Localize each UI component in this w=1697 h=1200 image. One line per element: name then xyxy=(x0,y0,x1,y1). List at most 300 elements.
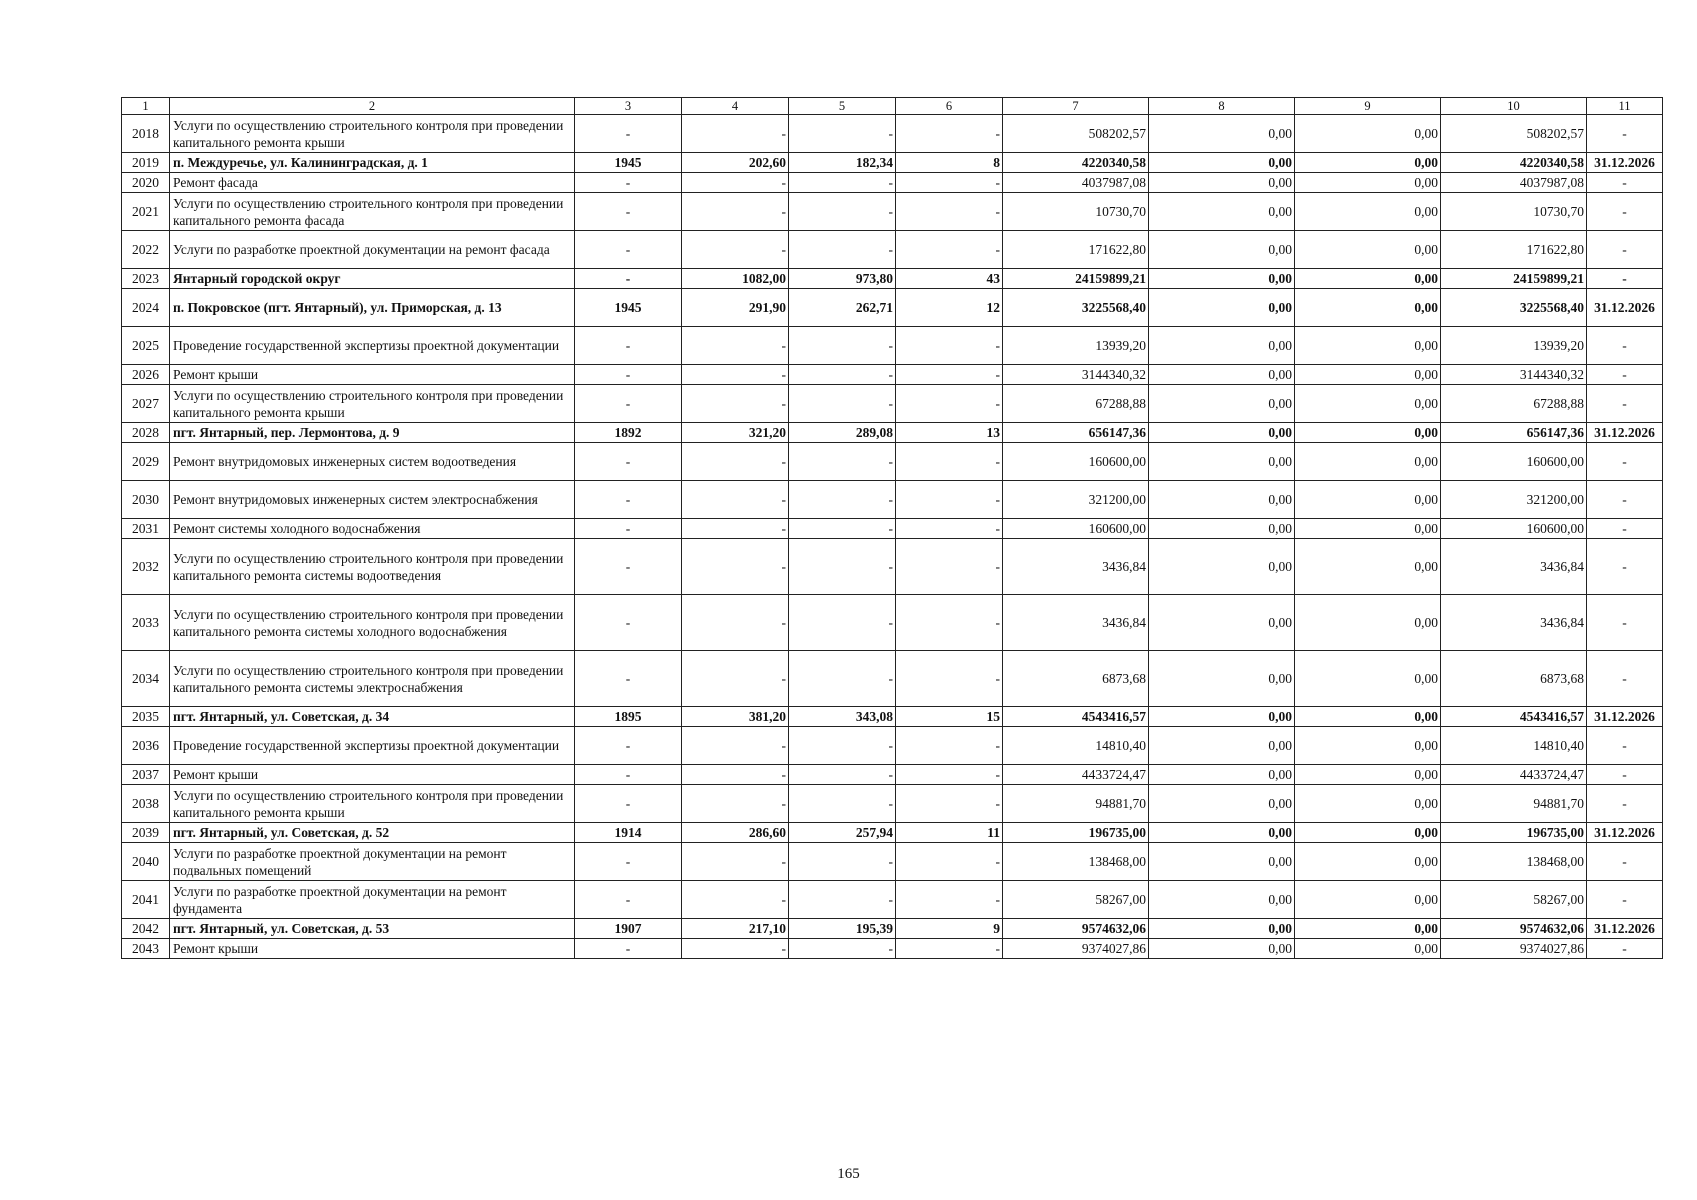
residents-count: 9 xyxy=(896,919,1003,939)
row-name: п. Междуречье, ул. Калининградская, д. 1 xyxy=(170,153,575,173)
total-area: - xyxy=(682,939,789,959)
row-number: 2037 xyxy=(122,765,170,785)
owners-cost: 196735,00 xyxy=(1441,823,1587,843)
header-cell: 7 xyxy=(1003,98,1149,115)
year-built: - xyxy=(575,193,682,231)
owners-cost: 9374027,86 xyxy=(1441,939,1587,959)
year-built: - xyxy=(575,173,682,193)
fund-cost: 0,00 xyxy=(1149,365,1295,385)
table-row xyxy=(122,193,1663,231)
residents-count: - xyxy=(896,595,1003,651)
residents-count: 43 xyxy=(896,269,1003,289)
completion-date: - xyxy=(1587,115,1663,153)
other-cost: 0,00 xyxy=(1295,785,1441,823)
completion-date: - xyxy=(1587,385,1663,423)
other-cost: 0,00 xyxy=(1295,115,1441,153)
total-area: - xyxy=(682,327,789,365)
year-built: - xyxy=(575,385,682,423)
residents-count: - xyxy=(896,481,1003,519)
row-number: 2029 xyxy=(122,443,170,481)
completion-date: - xyxy=(1587,269,1663,289)
total-area: 381,20 xyxy=(682,707,789,727)
total-area: - xyxy=(682,385,789,423)
year-built: - xyxy=(575,727,682,765)
other-cost: 0,00 xyxy=(1295,289,1441,327)
total-cost: 9574632,06 xyxy=(1003,919,1149,939)
year-built: - xyxy=(575,269,682,289)
row-name: п. Покровское (пгт. Янтарный), ул. Приморская, д. 13 xyxy=(170,289,575,327)
completion-date: - xyxy=(1587,785,1663,823)
owners-cost: 160600,00 xyxy=(1441,519,1587,539)
row-number: 2040 xyxy=(122,843,170,881)
row-name: Ремонт внутридомовых инженерных систем электроснабжения xyxy=(170,481,575,519)
table-row xyxy=(122,539,1663,595)
fund-cost: 0,00 xyxy=(1149,519,1295,539)
fund-cost: 0,00 xyxy=(1149,443,1295,481)
total-area: - xyxy=(682,785,789,823)
row-name: Ремонт крыши xyxy=(170,939,575,959)
year-built: - xyxy=(575,881,682,919)
living-area: - xyxy=(789,385,896,423)
row-number: 2030 xyxy=(122,481,170,519)
row-number: 2034 xyxy=(122,651,170,707)
total-cost: 13939,20 xyxy=(1003,327,1149,365)
year-built: - xyxy=(575,481,682,519)
other-cost: 0,00 xyxy=(1295,539,1441,595)
residents-count: - xyxy=(896,651,1003,707)
owners-cost: 9574632,06 xyxy=(1441,919,1587,939)
residents-count: 11 xyxy=(896,823,1003,843)
fund-cost: 0,00 xyxy=(1149,173,1295,193)
living-area: - xyxy=(789,785,896,823)
year-built: 1895 xyxy=(575,707,682,727)
table-row xyxy=(122,289,1663,327)
table-row xyxy=(122,823,1663,843)
completion-date: 31.12.2026 xyxy=(1587,823,1663,843)
other-cost: 0,00 xyxy=(1295,765,1441,785)
row-name: Услуги по осуществлению строительного контроля при проведении капитального ремонта системы холодного водоснабжения xyxy=(170,595,575,651)
total-cost: 160600,00 xyxy=(1003,519,1149,539)
row-name: Ремонт фасада xyxy=(170,173,575,193)
row-number: 2022 xyxy=(122,231,170,269)
header-cell: 1 xyxy=(122,98,170,115)
other-cost: 0,00 xyxy=(1295,919,1441,939)
fund-cost: 0,00 xyxy=(1149,765,1295,785)
residents-count: - xyxy=(896,115,1003,153)
total-cost: 4433724,47 xyxy=(1003,765,1149,785)
header-cell: 2 xyxy=(170,98,575,115)
row-number: 2025 xyxy=(122,327,170,365)
fund-cost: 0,00 xyxy=(1149,595,1295,651)
residents-count: - xyxy=(896,539,1003,595)
year-built: - xyxy=(575,539,682,595)
total-area: - xyxy=(682,765,789,785)
total-area: - xyxy=(682,365,789,385)
table-row xyxy=(122,727,1663,765)
total-area: - xyxy=(682,115,789,153)
row-name: Проведение государственной экспертизы проектной документации xyxy=(170,327,575,365)
table-row xyxy=(122,153,1663,173)
total-area: - xyxy=(682,727,789,765)
total-cost: 3436,84 xyxy=(1003,539,1149,595)
table-row xyxy=(122,481,1663,519)
total-cost: 4220340,58 xyxy=(1003,153,1149,173)
row-number: 2027 xyxy=(122,385,170,423)
residents-count: - xyxy=(896,443,1003,481)
completion-date: 31.12.2026 xyxy=(1587,423,1663,443)
row-number: 2041 xyxy=(122,881,170,919)
owners-cost: 24159899,21 xyxy=(1441,269,1587,289)
year-built: - xyxy=(575,595,682,651)
total-area: - xyxy=(682,519,789,539)
residents-count: - xyxy=(896,365,1003,385)
fund-cost: 0,00 xyxy=(1149,843,1295,881)
living-area: - xyxy=(789,651,896,707)
table-row xyxy=(122,843,1663,881)
table-row xyxy=(122,327,1663,365)
completion-date: - xyxy=(1587,327,1663,365)
total-area: - xyxy=(682,651,789,707)
living-area: - xyxy=(789,843,896,881)
header-cell: 8 xyxy=(1149,98,1295,115)
fund-cost: 0,00 xyxy=(1149,269,1295,289)
residents-count: - xyxy=(896,727,1003,765)
table-row xyxy=(122,595,1663,651)
total-cost: 94881,70 xyxy=(1003,785,1149,823)
fund-cost: 0,00 xyxy=(1149,327,1295,365)
completion-date: - xyxy=(1587,595,1663,651)
fund-cost: 0,00 xyxy=(1149,481,1295,519)
total-area: - xyxy=(682,443,789,481)
row-number: 2038 xyxy=(122,785,170,823)
residents-count: 13 xyxy=(896,423,1003,443)
fund-cost: 0,00 xyxy=(1149,939,1295,959)
total-area: 321,20 xyxy=(682,423,789,443)
residents-count: - xyxy=(896,765,1003,785)
table-row xyxy=(122,939,1663,959)
table-row xyxy=(122,385,1663,423)
residents-count: 12 xyxy=(896,289,1003,327)
total-area: - xyxy=(682,481,789,519)
owners-cost: 6873,68 xyxy=(1441,651,1587,707)
total-cost: 4037987,08 xyxy=(1003,173,1149,193)
row-number: 2021 xyxy=(122,193,170,231)
total-cost: 6873,68 xyxy=(1003,651,1149,707)
year-built: - xyxy=(575,765,682,785)
fund-cost: 0,00 xyxy=(1149,823,1295,843)
fund-cost: 0,00 xyxy=(1149,193,1295,231)
fund-cost: 0,00 xyxy=(1149,919,1295,939)
total-cost: 196735,00 xyxy=(1003,823,1149,843)
living-area: - xyxy=(789,365,896,385)
table-row xyxy=(122,231,1663,269)
owners-cost: 3436,84 xyxy=(1441,539,1587,595)
row-name: Проведение государственной экспертизы проектной документации xyxy=(170,727,575,765)
year-built: - xyxy=(575,365,682,385)
owners-cost: 4037987,08 xyxy=(1441,173,1587,193)
owners-cost: 3225568,40 xyxy=(1441,289,1587,327)
row-number: 2023 xyxy=(122,269,170,289)
row-name: Услуги по осуществлению строительного контроля при проведении капитального ремонта крыши xyxy=(170,785,575,823)
living-area: - xyxy=(789,519,896,539)
total-cost: 3144340,32 xyxy=(1003,365,1149,385)
owners-cost: 160600,00 xyxy=(1441,443,1587,481)
row-number: 2026 xyxy=(122,365,170,385)
year-built: - xyxy=(575,651,682,707)
other-cost: 0,00 xyxy=(1295,481,1441,519)
total-cost: 14810,40 xyxy=(1003,727,1149,765)
owners-cost: 4543416,57 xyxy=(1441,707,1587,727)
row-name: Ремонт внутридомовых инженерных систем водоотведения xyxy=(170,443,575,481)
row-number: 2024 xyxy=(122,289,170,327)
row-number: 2033 xyxy=(122,595,170,651)
total-area: 291,90 xyxy=(682,289,789,327)
other-cost: 0,00 xyxy=(1295,423,1441,443)
living-area: - xyxy=(789,115,896,153)
completion-date: - xyxy=(1587,843,1663,881)
total-cost: 138468,00 xyxy=(1003,843,1149,881)
completion-date: - xyxy=(1587,727,1663,765)
row-number: 2019 xyxy=(122,153,170,173)
other-cost: 0,00 xyxy=(1295,823,1441,843)
row-number: 2036 xyxy=(122,727,170,765)
year-built: - xyxy=(575,443,682,481)
table-row xyxy=(122,919,1663,939)
table-row xyxy=(122,881,1663,919)
table-row xyxy=(122,785,1663,823)
table-row xyxy=(122,423,1663,443)
total-cost: 58267,00 xyxy=(1003,881,1149,919)
other-cost: 0,00 xyxy=(1295,595,1441,651)
other-cost: 0,00 xyxy=(1295,843,1441,881)
row-name: Услуги по разработке проектной документации на ремонт фасада xyxy=(170,231,575,269)
total-cost: 171622,80 xyxy=(1003,231,1149,269)
completion-date: - xyxy=(1587,765,1663,785)
living-area: - xyxy=(789,539,896,595)
year-built: - xyxy=(575,843,682,881)
living-area: - xyxy=(789,173,896,193)
table-row xyxy=(122,519,1663,539)
total-area: - xyxy=(682,881,789,919)
residents-count: - xyxy=(896,881,1003,919)
row-name: Ремонт крыши xyxy=(170,365,575,385)
living-area: - xyxy=(789,193,896,231)
owners-cost: 3436,84 xyxy=(1441,595,1587,651)
year-built: 1907 xyxy=(575,919,682,939)
row-name: Услуги по осуществлению строительного контроля при проведении капитального ремонта системы электроснабжения xyxy=(170,651,575,707)
residents-count: - xyxy=(896,173,1003,193)
completion-date: - xyxy=(1587,481,1663,519)
total-area: 1082,00 xyxy=(682,269,789,289)
owners-cost: 67288,88 xyxy=(1441,385,1587,423)
row-name: Янтарный городской округ xyxy=(170,269,575,289)
owners-cost: 58267,00 xyxy=(1441,881,1587,919)
header-cell: 3 xyxy=(575,98,682,115)
other-cost: 0,00 xyxy=(1295,651,1441,707)
fund-cost: 0,00 xyxy=(1149,231,1295,269)
fund-cost: 0,00 xyxy=(1149,289,1295,327)
total-cost: 24159899,21 xyxy=(1003,269,1149,289)
living-area: - xyxy=(789,727,896,765)
residents-count: - xyxy=(896,519,1003,539)
owners-cost: 10730,70 xyxy=(1441,193,1587,231)
residents-count: - xyxy=(896,327,1003,365)
living-area: 343,08 xyxy=(789,707,896,727)
total-cost: 160600,00 xyxy=(1003,443,1149,481)
living-area: 973,80 xyxy=(789,269,896,289)
living-area: - xyxy=(789,939,896,959)
row-name: Услуги по осуществлению строительного контроля при проведении капитального ремонта системы водоотведения xyxy=(170,539,575,595)
residents-count: - xyxy=(896,385,1003,423)
other-cost: 0,00 xyxy=(1295,519,1441,539)
total-cost: 3225568,40 xyxy=(1003,289,1149,327)
header-cell: 6 xyxy=(896,98,1003,115)
year-built: 1945 xyxy=(575,153,682,173)
living-area: 289,08 xyxy=(789,423,896,443)
owners-cost: 4220340,58 xyxy=(1441,153,1587,173)
completion-date: - xyxy=(1587,881,1663,919)
other-cost: 0,00 xyxy=(1295,173,1441,193)
residents-count: - xyxy=(896,939,1003,959)
other-cost: 0,00 xyxy=(1295,153,1441,173)
total-area: - xyxy=(682,843,789,881)
year-built: - xyxy=(575,939,682,959)
living-area: - xyxy=(789,765,896,785)
completion-date: 31.12.2026 xyxy=(1587,289,1663,327)
living-area: - xyxy=(789,481,896,519)
fund-cost: 0,00 xyxy=(1149,385,1295,423)
residents-count: - xyxy=(896,193,1003,231)
total-cost: 67288,88 xyxy=(1003,385,1149,423)
row-number: 2039 xyxy=(122,823,170,843)
fund-cost: 0,00 xyxy=(1149,153,1295,173)
living-area: 257,94 xyxy=(789,823,896,843)
fund-cost: 0,00 xyxy=(1149,727,1295,765)
completion-date: - xyxy=(1587,539,1663,595)
fund-cost: 0,00 xyxy=(1149,115,1295,153)
row-name: пгт. Янтарный, ул. Советская, д. 52 xyxy=(170,823,575,843)
living-area: - xyxy=(789,327,896,365)
living-area: - xyxy=(789,595,896,651)
table-row xyxy=(122,707,1663,727)
fund-cost: 0,00 xyxy=(1149,539,1295,595)
row-number: 2042 xyxy=(122,919,170,939)
completion-date: - xyxy=(1587,365,1663,385)
table-row xyxy=(122,173,1663,193)
row-name: пгт. Янтарный, ул. Советская, д. 53 xyxy=(170,919,575,939)
row-name: Услуги по разработке проектной документации на ремонт подвальных помещений xyxy=(170,843,575,881)
year-built: - xyxy=(575,327,682,365)
other-cost: 0,00 xyxy=(1295,269,1441,289)
other-cost: 0,00 xyxy=(1295,727,1441,765)
owners-cost: 508202,57 xyxy=(1441,115,1587,153)
residents-count: - xyxy=(896,231,1003,269)
other-cost: 0,00 xyxy=(1295,881,1441,919)
owners-cost: 13939,20 xyxy=(1441,327,1587,365)
row-name: Услуги по разработке проектной документации на ремонт фундамента xyxy=(170,881,575,919)
residents-count: 8 xyxy=(896,153,1003,173)
total-area: - xyxy=(682,595,789,651)
residents-count: - xyxy=(896,843,1003,881)
total-cost: 321200,00 xyxy=(1003,481,1149,519)
total-area: 217,10 xyxy=(682,919,789,939)
header-cell: 11 xyxy=(1587,98,1663,115)
row-name: пгт. Янтарный, пер. Лермонтова, д. 9 xyxy=(170,423,575,443)
owners-cost: 656147,36 xyxy=(1441,423,1587,443)
page-number: 165 xyxy=(837,1166,860,1182)
total-cost: 4543416,57 xyxy=(1003,707,1149,727)
total-cost: 3436,84 xyxy=(1003,595,1149,651)
residents-count: - xyxy=(896,785,1003,823)
total-area: - xyxy=(682,193,789,231)
completion-date: 31.12.2026 xyxy=(1587,919,1663,939)
table-row xyxy=(122,765,1663,785)
other-cost: 0,00 xyxy=(1295,443,1441,481)
row-name: Услуги по осуществлению строительного контроля при проведении капитального ремонта крыши xyxy=(170,385,575,423)
program-table xyxy=(121,97,1663,959)
header-cell: 5 xyxy=(789,98,896,115)
living-area: - xyxy=(789,231,896,269)
table-row xyxy=(122,269,1663,289)
owners-cost: 321200,00 xyxy=(1441,481,1587,519)
table-row xyxy=(122,365,1663,385)
header-cell: 10 xyxy=(1441,98,1587,115)
owners-cost: 3144340,32 xyxy=(1441,365,1587,385)
row-number: 2032 xyxy=(122,539,170,595)
other-cost: 0,00 xyxy=(1295,231,1441,269)
completion-date: 31.12.2026 xyxy=(1587,153,1663,173)
table-row xyxy=(122,443,1663,481)
living-area: 262,71 xyxy=(789,289,896,327)
header-cell: 9 xyxy=(1295,98,1441,115)
table-row xyxy=(122,651,1663,707)
completion-date: - xyxy=(1587,193,1663,231)
other-cost: 0,00 xyxy=(1295,707,1441,727)
total-area: - xyxy=(682,231,789,269)
row-number: 2031 xyxy=(122,519,170,539)
row-name: Услуги по осуществлению строительного контроля при проведении капитального ремонта крыши xyxy=(170,115,575,153)
completion-date: 31.12.2026 xyxy=(1587,707,1663,727)
completion-date: - xyxy=(1587,939,1663,959)
year-built: - xyxy=(575,519,682,539)
year-built: 1914 xyxy=(575,823,682,843)
completion-date: - xyxy=(1587,173,1663,193)
row-number: 2035 xyxy=(122,707,170,727)
residents-count: 15 xyxy=(896,707,1003,727)
living-area: 195,39 xyxy=(789,919,896,939)
row-number: 2043 xyxy=(122,939,170,959)
owners-cost: 14810,40 xyxy=(1441,727,1587,765)
header-cell: 4 xyxy=(682,98,789,115)
row-name: Ремонт крыши xyxy=(170,765,575,785)
owners-cost: 4433724,47 xyxy=(1441,765,1587,785)
fund-cost: 0,00 xyxy=(1149,651,1295,707)
fund-cost: 0,00 xyxy=(1149,707,1295,727)
completion-date: - xyxy=(1587,519,1663,539)
fund-cost: 0,00 xyxy=(1149,423,1295,443)
fund-cost: 0,00 xyxy=(1149,785,1295,823)
other-cost: 0,00 xyxy=(1295,327,1441,365)
row-name: Ремонт системы холодного водоснабжения xyxy=(170,519,575,539)
total-area: 286,60 xyxy=(682,823,789,843)
completion-date: - xyxy=(1587,651,1663,707)
header-row xyxy=(122,98,1663,115)
other-cost: 0,00 xyxy=(1295,365,1441,385)
total-area: - xyxy=(682,539,789,595)
living-area: - xyxy=(789,443,896,481)
other-cost: 0,00 xyxy=(1295,385,1441,423)
row-name: пгт. Янтарный, ул. Советская, д. 34 xyxy=(170,707,575,727)
